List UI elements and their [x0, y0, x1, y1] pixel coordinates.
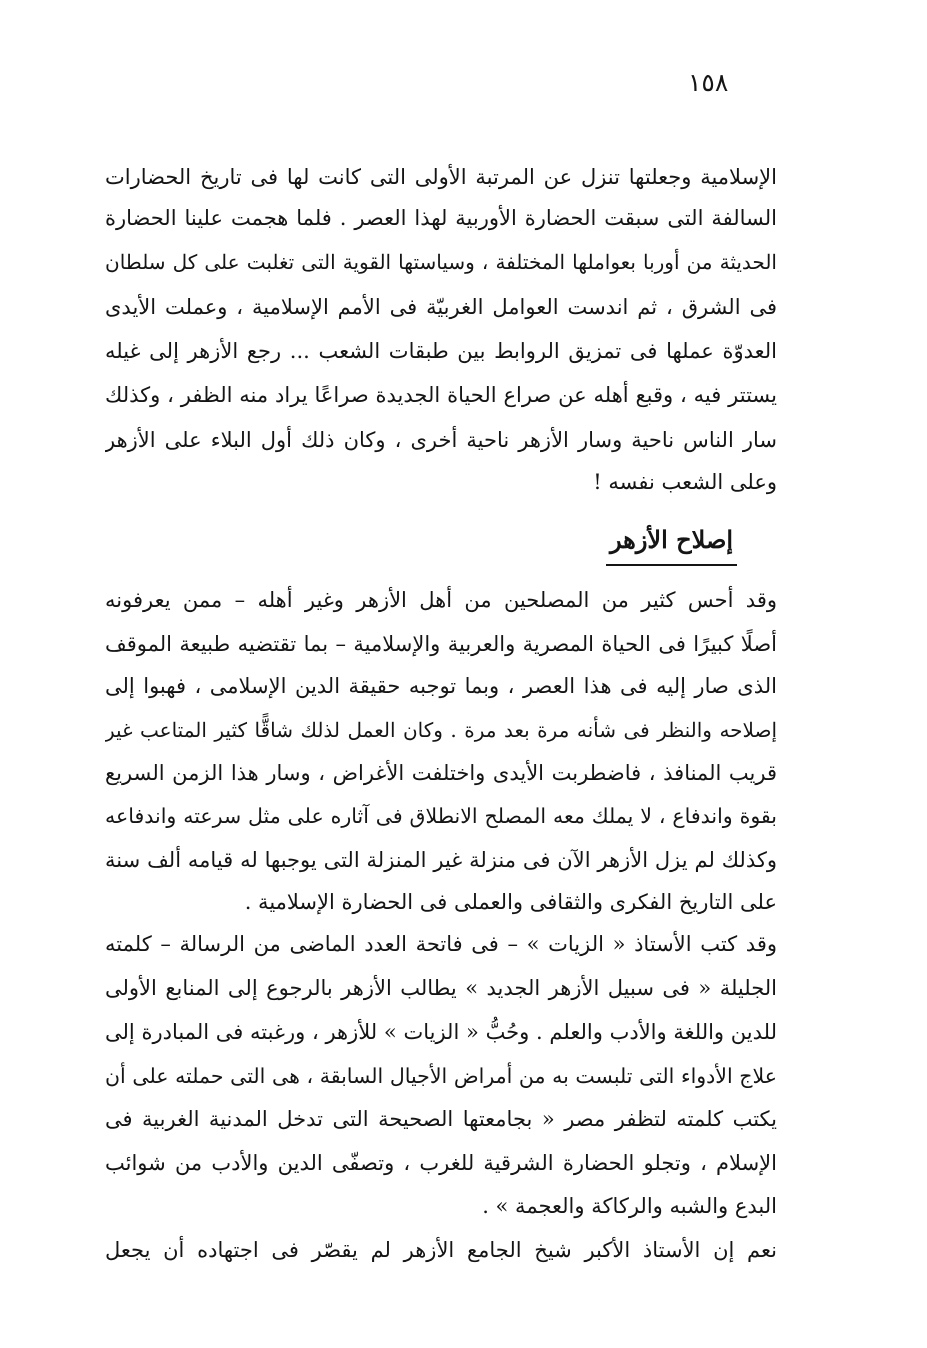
page-number: ١٥٨ — [688, 68, 729, 97]
paragraph-1-line: فى الشرق ، ثم اندست العوامل الغربيّة فى الأمم الإسلامية ، وعملت الأيدى — [105, 295, 777, 319]
paragraph-2-line: بقوة واندفاع ، لا يملك معه المصلح الانطلاق فى آثاره على مثل سرعته واندفاعه — [105, 804, 777, 828]
paragraph-3-line: الجليلة « فى سبيل الأزهر الجديد » يطالب الأزهر بالرجوع إلى المنابع الأولى — [105, 976, 777, 1000]
paragraph-1-line: العدوّة عملها فى تمزيق الروابط بين طبقات الشعب ... رجع الأزهر إلى غيله — [105, 339, 777, 363]
paragraph-2-line: إصلاحه والنظر فى شأنه مرة بعد مرة . وكان العمل لذلك شاقًّا كثير المتاعب غير — [105, 718, 777, 742]
paragraph-3-line: للدين واللغة والأدب والعلم . وحُبُّ « الزيات » للأزهر ، ورغبته فى المبادرة إلى — [105, 1020, 777, 1044]
paragraph-1-line: وعلى الشعب نفسه ! — [593, 470, 777, 494]
paragraph-3-line: علاج الأدواء التى تلبست به من أمراض الأجيال السابقة ، هى التى حملته على أن — [105, 1064, 777, 1088]
paragraph-3-line: البدع والشبه والركاكة والعجمة » . — [482, 1194, 777, 1218]
paragraph-1-line: الحديثة من أوربا بعواملها المختلفة ، وسياستها القوية التى تغلبت على كل سلطان — [105, 250, 777, 274]
section-heading: إصلاح الأزهر — [606, 518, 737, 566]
paragraph-1-line: الإسلامية وجعلتها تنزل عن المرتبة الأولى التى كانت لها فى تاريخ الحضارات — [105, 165, 777, 189]
paragraph-3-line: يكتب كلمته لتظفر مصر « بجامعتها الصحيحة التى تدخل المدنية الغربية فى — [105, 1107, 777, 1131]
paragraph-3-line: وقد كتب الأستاذ « الزيات » – فى فاتحة العدد الماضى من الرسالة – كلمته — [105, 932, 777, 956]
paragraph-4-line: نعم إن الأستاذ الأكبر شيخ الجامع الأزهر لم يقصّر فى اجتهاده أن يجعل — [105, 1238, 777, 1262]
paragraph-2-line: وقد أحس كثير من المصلحين من أهل الأزهر وغير أهله – ممن يعرفونه — [105, 588, 777, 612]
paragraph-1-line: يستتر فيه ، وقبع أهله عن صراع الحياة الجديدة صراعًا يراد منه الظفر ، وكذلك — [105, 383, 777, 407]
paragraph-2-line: وكذلك لم يزل الأزهر الآن فى منزلة غير المنزلة التى يوجبها له قيامه ألف سنة — [105, 848, 777, 872]
paragraph-1-line: السالفة التى سبقت الحضارة الأوربية لهذا العصر . فلما هجمت علينا الحضارة — [105, 206, 777, 230]
paragraph-2-line: قريب المنافذ ، فاضطربت الأيدى واختلفت الأغراض ، وسار هذا الزمن السريع — [105, 761, 777, 785]
paragraph-2-line: على التاريخ الفكرى والثقافى والعملى فى الحضارة الإسلامية . — [244, 890, 777, 914]
paragraph-1-line: سار الناس ناحية وسار الأزهر ناحية أخرى ، وكان ذلك أول البلاء على الأزهر — [105, 428, 777, 452]
paragraph-2-line: الذى صار إليه فى هذا العصر ، وبما توجبه حقيقة الدين الإسلامى ، فهبوا إلى — [105, 674, 777, 698]
paragraph-3-line: الإسلام ، وتجلو الحضارة الشرقية للغرب ، وتصفّى الدين والأدب من شوائب — [105, 1151, 777, 1175]
paragraph-2-line: أصلًا كبيرًا فى الحياة المصرية والعربية والإسلامية – بما تقتضيه طبيعة الموقف — [105, 632, 777, 656]
